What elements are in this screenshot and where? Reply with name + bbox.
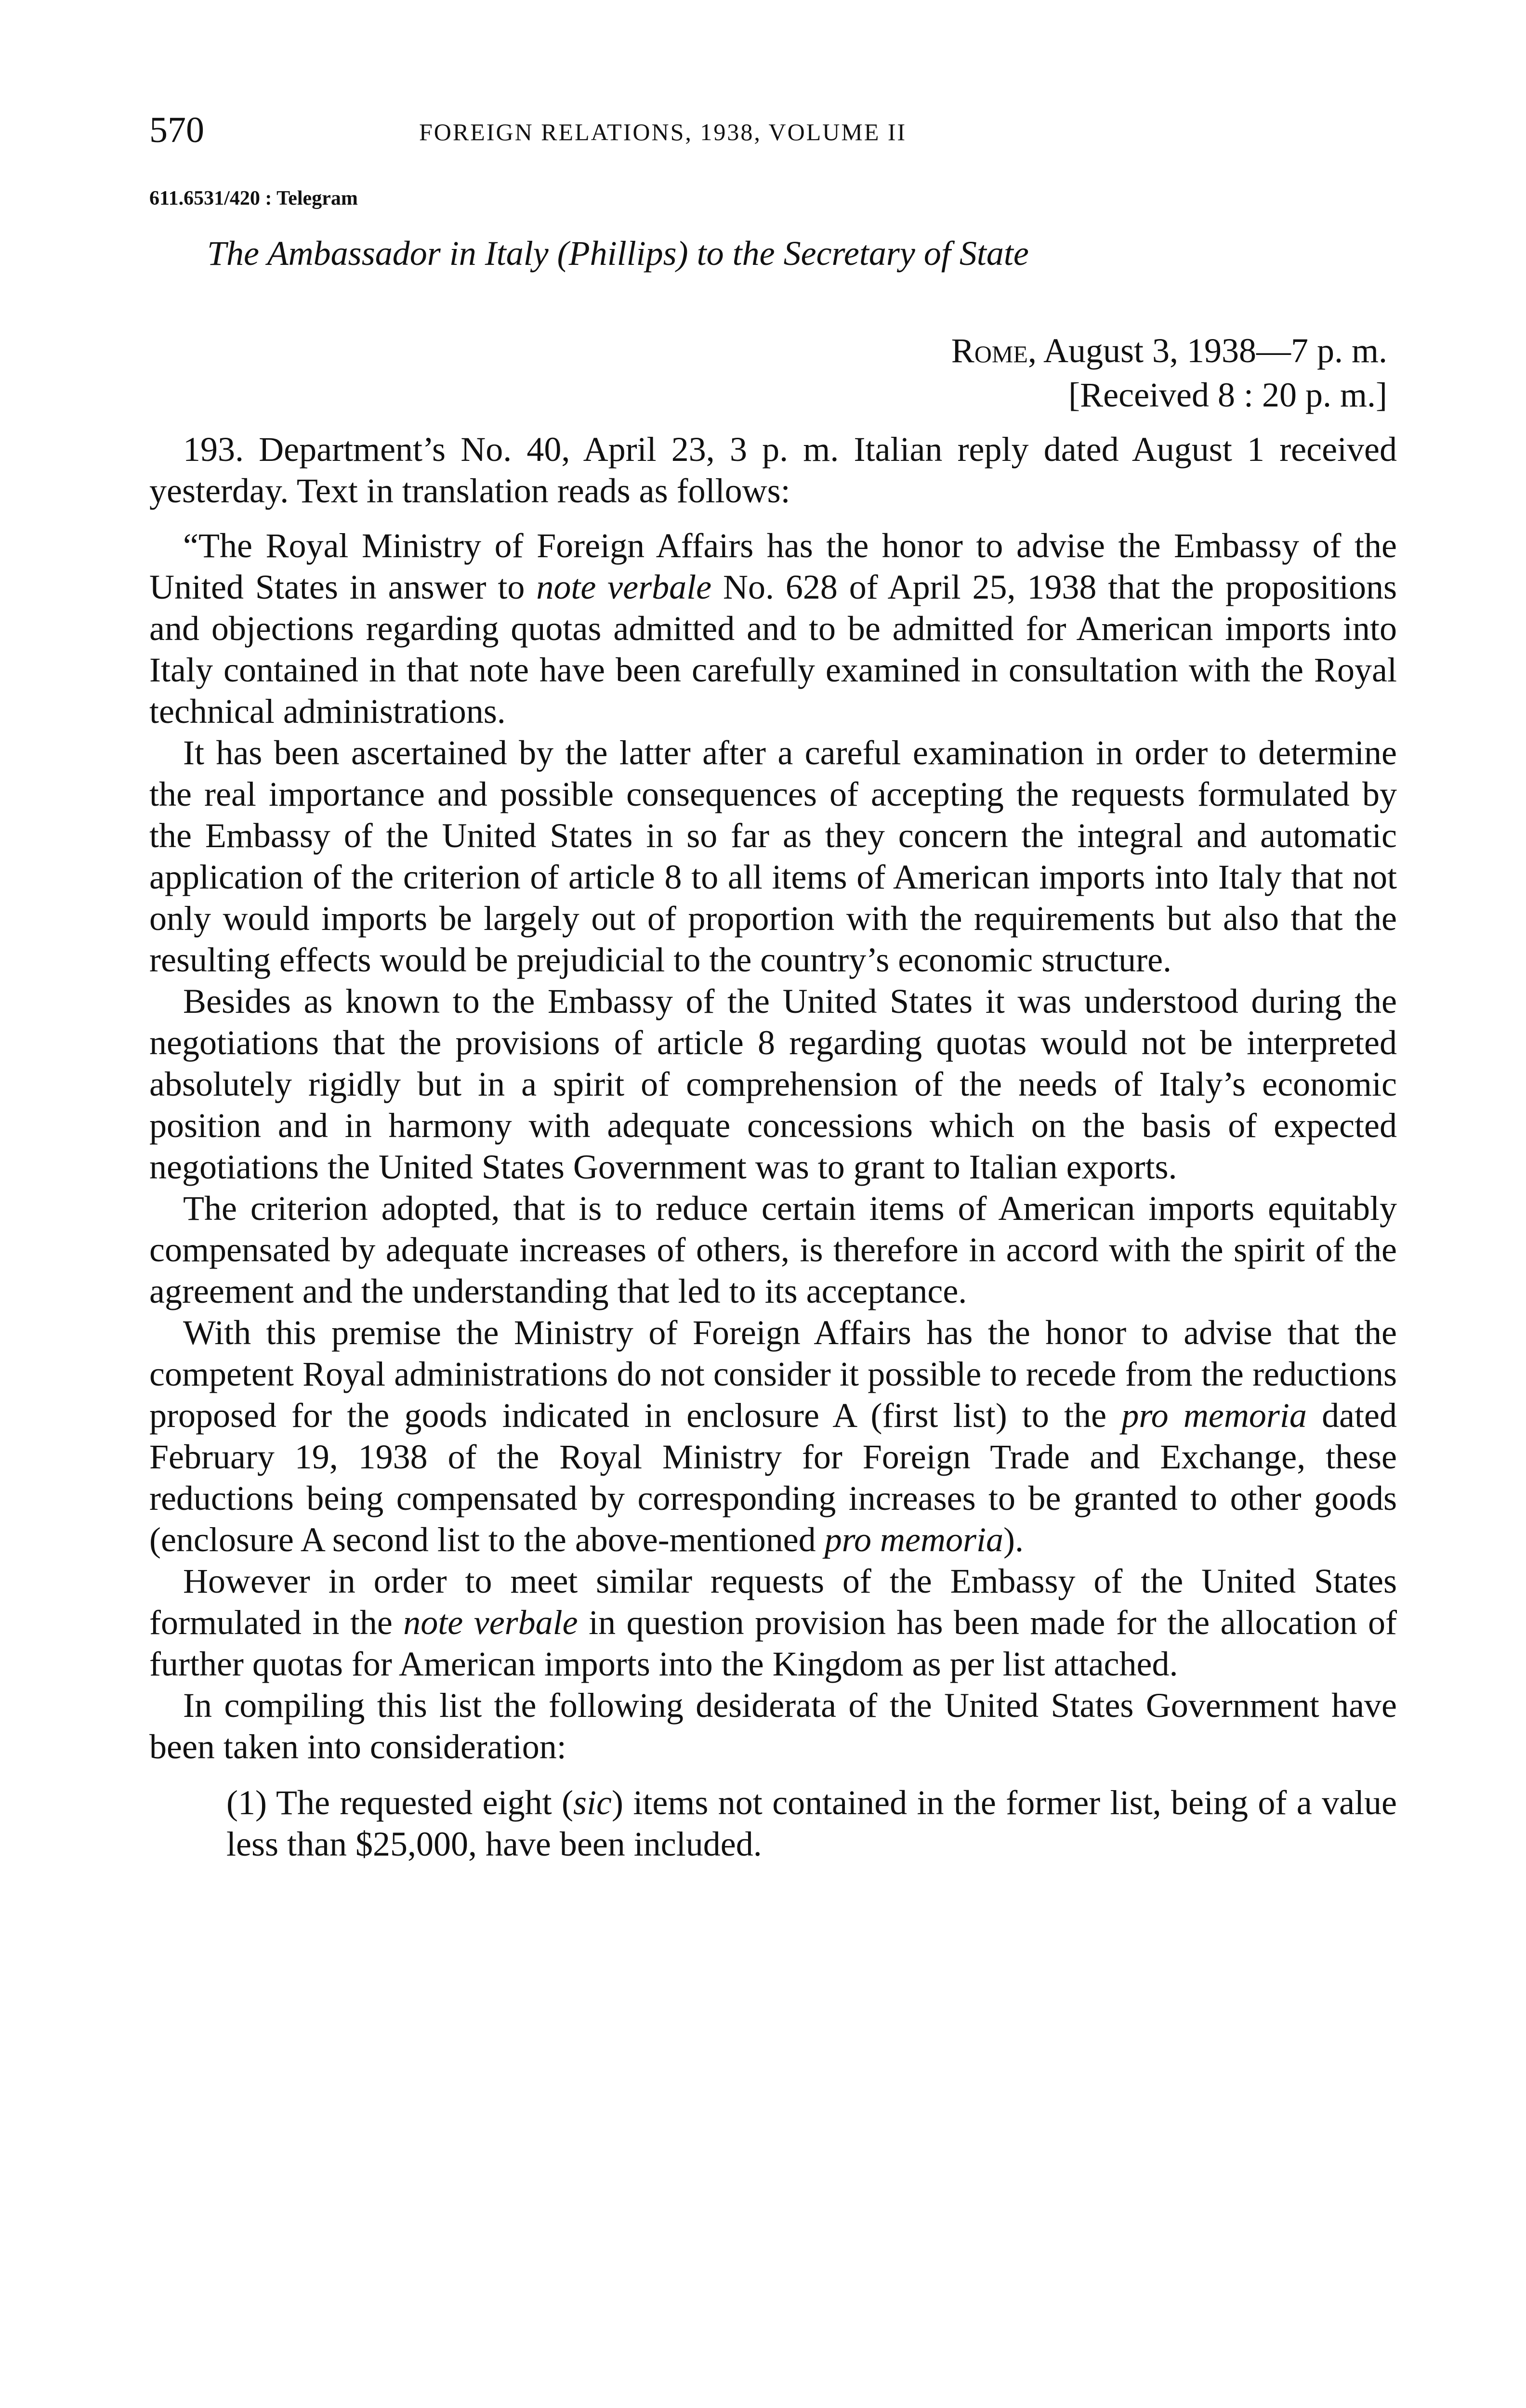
file-reference: 611.6531/420 : Telegram: [149, 187, 358, 209]
italic-term: sic: [573, 1783, 612, 1822]
body-paragraph-7: In compiling this list the following desiderata of the United States Government have been taken into consideration:: [149, 1686, 1397, 1766]
text-run: dated February 19, 1938 of the Royal Ministry for Foreign Trade and Exchange, these reductions being compensated by corresponding increases to be granted to other goods (enclosure A second list to the above-mentioned: [149, 1396, 1397, 1559]
page-header: [149, 106, 1397, 164]
intro-paragraph: 193. Department’s No. 40, April 23, 3 p. m. Italian reply dated August 1 received yesterday. Text in translation reads as follows:: [149, 430, 1397, 510]
page-number: 570: [149, 110, 204, 150]
text-run: No. 628 of April 25, 1938 that the propositions and objections regarding quotas admitted and to be admitted for American imports into Italy contained in that note have been carefully examined in consultation with the Royal technical administrations.: [149, 568, 1397, 731]
text-run: ) items not contained in the former list, being of a value less than $25,000, have been included.: [226, 1783, 1397, 1863]
italic-term: note verbale: [403, 1603, 578, 1642]
text-run: in question provision has been made for the allocation of further quotas for American imports into the Kingdom as per list attached.: [149, 1603, 1397, 1683]
text-run: (1) The requested eight (: [226, 1783, 574, 1822]
text-run: With this premise the Ministry of Foreign Affairs has the honor to advise that the competent Royal administrations do not consider it possible to recede from the reductions proposed for the goods indicated in enclosure A (first list) to the: [149, 1313, 1397, 1435]
page-content: [149, 106, 1397, 2389]
body-paragraph-6: [149, 1560, 1397, 1685]
text-run: ).: [1003, 1520, 1024, 1559]
list-item-1: [149, 1782, 1397, 1865]
italic-term: pro memoria: [1121, 1396, 1307, 1435]
dateline: [149, 328, 1387, 417]
body-paragraph-5: [149, 1312, 1397, 1560]
italic-term: pro memoria: [824, 1520, 1003, 1559]
text-run: However in order to meet similar requests of the Embassy of the United States formulated in the: [149, 1562, 1397, 1642]
body-paragraph-3: Besides as known to the Embassy of the United States it was understood during the negotiations that the provisions of article 8 regarding quotas would not be interpreted absolutely rigidly but in a spirit of comprehension of the needs of Italy’s economic position and in harmony with adequate concessions which on the basis of expected negotiations the United States Government was to grant to Italian exports.: [149, 982, 1397, 1186]
dateline-received: [Received 8 : 20 p. m.]: [1068, 376, 1387, 414]
running-head: FOREIGN RELATIONS, 1938, VOLUME II: [419, 118, 907, 145]
dateline-date: , August 3, 1938—7 p. m.: [1027, 331, 1387, 370]
body-paragraph-1: [149, 525, 1397, 732]
text-run: “The Royal Ministry of Foreign Affairs has the honor to advise the Embassy of the United States in answer to: [149, 526, 1397, 606]
body-paragraph-4: The criterion adopted, that is to reduce certain items of American imports equitably compensated by adequate increases of others, is therefore in accord with the spirit of the agreement and the understanding that led to its acceptance.: [149, 1189, 1397, 1310]
italic-term: note verbale: [536, 568, 712, 606]
dateline-city: Rome: [951, 331, 1028, 370]
document-title: The Ambassador in Italy (Phillips) to the Secretary of State: [207, 234, 1029, 273]
body-paragraph-2: It has been ascertained by the latter after a careful examination in order to determine the real importance and possible consequences of accepting the requests formulated by the Embassy of the United States in so far as they concern the integral and automatic application of the criterion of article 8 to all items of American imports into Italy that not only would imports be largely out of proportion with the requirements but also that the resulting effects would be prejudicial to the country’s economic structure.: [149, 733, 1397, 979]
dateline-sent: [149, 328, 1387, 373]
